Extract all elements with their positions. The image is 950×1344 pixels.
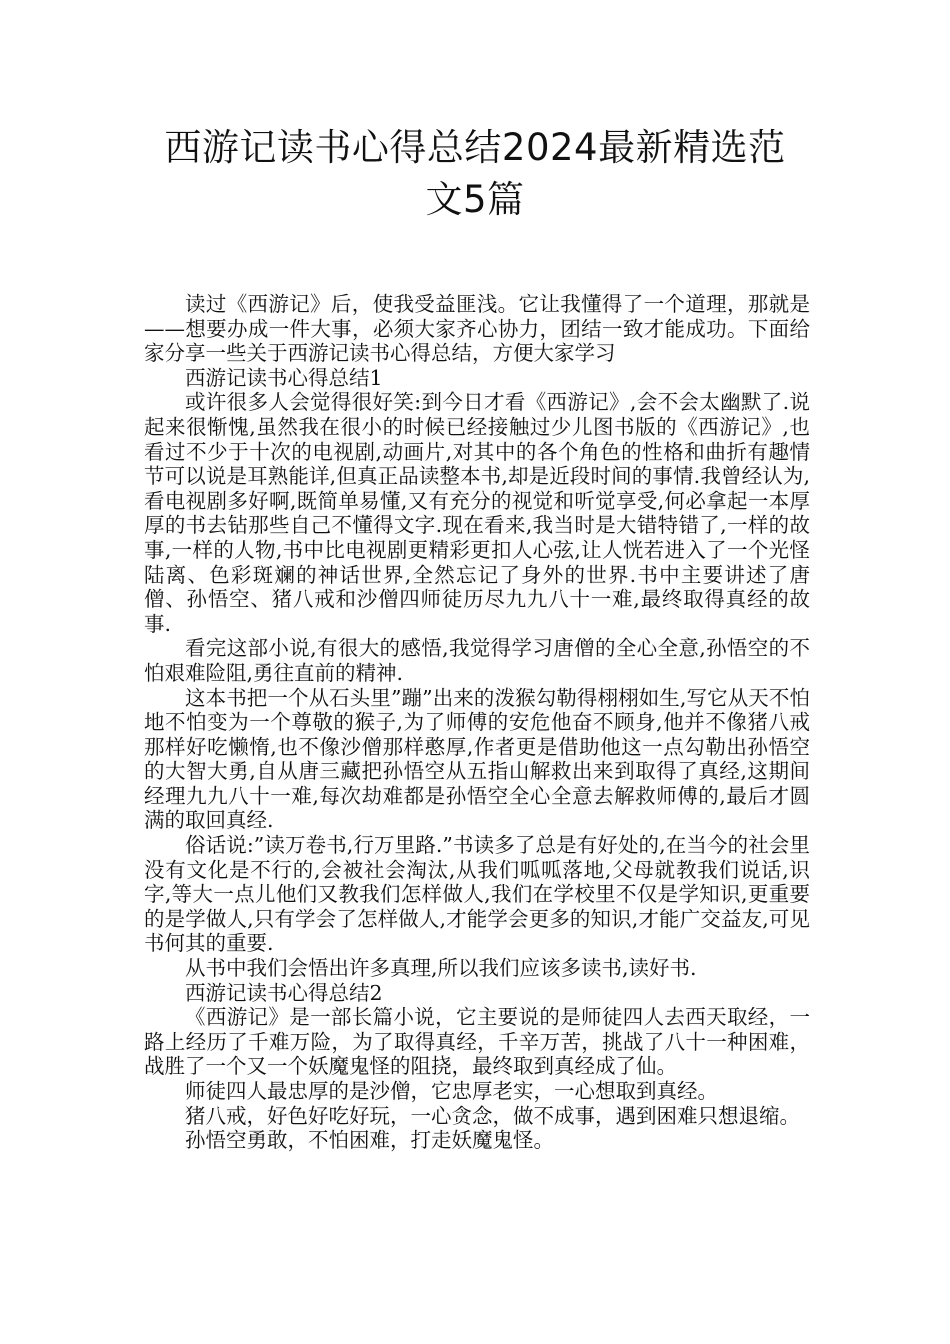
body-paragraph: 或许很多人会觉得很好笑:到今日才看《西游记》,会不会太幽默了.说起来很惭愧,虽然我在很小的时候已经接触过少儿图书版的《西游记》,也看过不少于十次的电视剧,动画片,对其中的各个角色的性格和曲折有趣情节可以说是耳熟能详,但真正品读整本书,却是近段时间的事情.我曾经认为,看电视剧多好啊,既简单易懂,又有充分的视觉和听觉享受,何必拿起一本厚厚的书去钻那些自己不懂得文字.现在看来,我当时是大错特错了,一样的故事,一样的人物,书中比电视剧更精彩更扣人心弦,让人恍若进入了一个光怪陆离、色彩斑斓的神话世界,全然忘记了身外的世界.书中主要讲述了唐僧、孙悟空、猪八戒和沙僧四师徒历尽九九八十一难,最终取得真经的故事. xyxy=(144,390,810,636)
body-paragraph: 这本书把一个从石头里”蹦”出来的泼猴勾勒得栩栩如生,写它从天不怕地不怕变为一个尊敬的猴子,为了师傅的安危他奋不顾身,他并不像猪八戒那样好吃懒惰,也不像沙僧那样憨厚,作者更是借助他这一点勾勒出孙悟空的大智大勇,自从唐三藏把孙悟空从五指山解救出来到取得了真经,这期间经理九九八十一难,每次劫难都是孙悟空全心全意去解救师傅的,最后才圆满的取回真经. xyxy=(144,685,810,833)
document-title xyxy=(120,122,830,226)
body-paragraph: 俗话说:”读万卷书,行万里路.”书读多了总是有好处的,在当今的社会里没有文化是不行的,会被社会淘汰,从我们呱呱落地,父母就教我们说话,识字,等大一点儿他们又教我们怎样做人,我们在学校里不仅是学知识,更重要的是学做人,只有学会了怎样做人,才能学会更多的知识,才能广交益友,可见书何其的重要. xyxy=(144,833,810,956)
section-heading-2: 西游记读书心得总结2 xyxy=(185,980,383,1005)
intro-paragraph: 读过《西游记》后，使我受益匪浅。它让我懂得了一个道理，那就是——想要办成一件大事，必须大家齐心协力，团结一致才能成功。下面给家分享一些关于西游记读书心得总结，方便大家学习 xyxy=(144,292,810,366)
title-line-2: 文5篇 xyxy=(425,178,525,221)
body-paragraph: 从书中我们会悟出许多真理,所以我们应该多读书,读好书. xyxy=(185,956,697,981)
body-paragraph: 《西游记》是一部长篇小说，它主要说的是师徒四人去西天取经，一路上经历了千难万险，为了取得真经，千辛万苦，挑战了八十一种困难，战胜了一个又一个妖魔鬼怪的阻挠，最终取到真经成了仙。 xyxy=(144,1005,810,1079)
document-body xyxy=(144,292,810,1153)
body-paragraph: 师徒四人最忠厚的是沙僧，它忠厚老实，一心想取到真经。 xyxy=(185,1079,718,1103)
body-paragraph: 看完这部小说,有很大的感悟,我觉得学习唐僧的全心全意,孙悟空的不怕艰难险阻,勇往直前的精神. xyxy=(144,636,810,685)
title-line-1: 西游记读书心得总结2024最新精选范 xyxy=(164,126,786,169)
body-paragraph: 孙悟空勇敢，不怕困难，打走妖魔鬼怪。 xyxy=(185,1128,554,1153)
section-heading-1: 西游记读书心得总结1 xyxy=(185,365,383,390)
body-paragraph: 猪八戒，好色好吃好玩，一心贪念，做不成事，遇到困难只想退缩。 xyxy=(185,1103,800,1128)
